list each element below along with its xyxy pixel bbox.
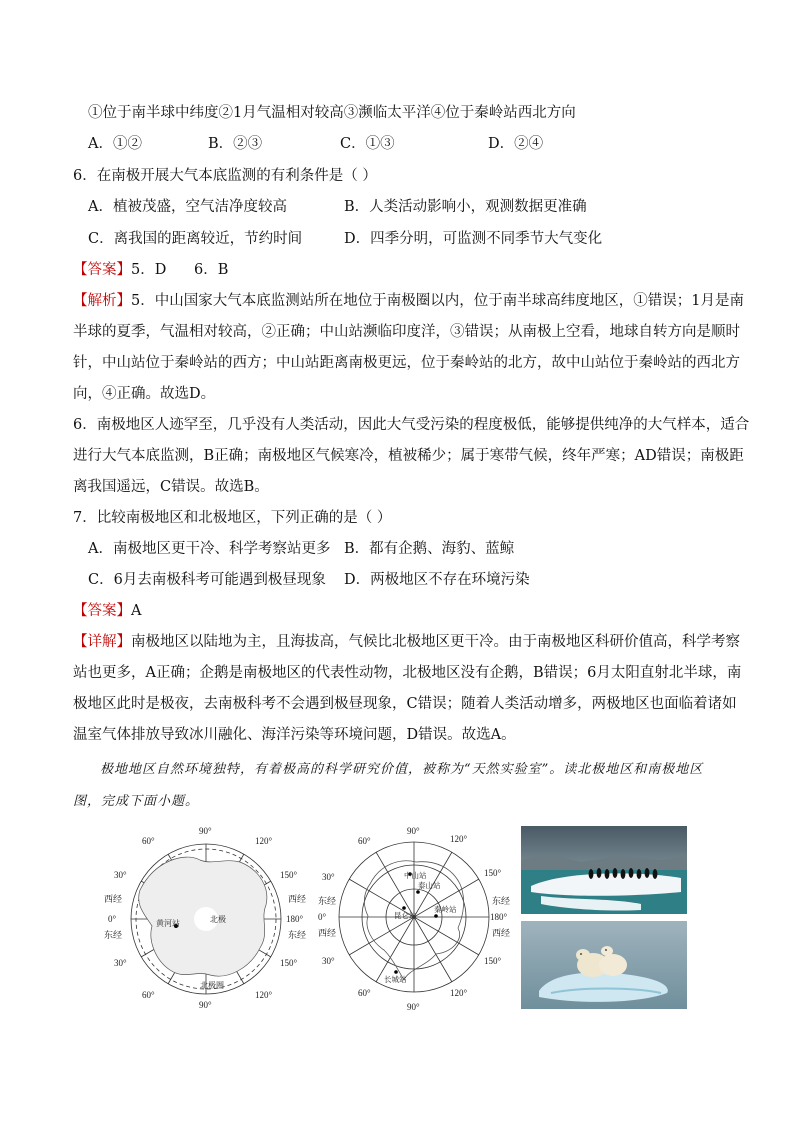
detail-text-1: 南极地区以陆地为主，且海拔高，气候比北极地区更干冷。由于南极地区科研价值高，科学考察 [131,634,740,650]
label: 60° [358,988,371,998]
label: 150° [484,868,502,878]
label: 东经 [318,896,337,906]
q6-option-c: C．离我国的距离较近，节约时间 [88,231,303,247]
detail-line-2: 站也更多，A正确；企鹅是南极地区的代表性动物，北极地区没有企鹅，B错误；6月太阳直射北半球，南 [73,665,742,681]
arctic-circle-label: 北极圈 [200,981,224,990]
label: 120° [255,990,273,1000]
q5-statements: ①位于南半球中纬度②1月气温相对较高③濒临太平洋④位于秦岭站西北方向 [88,105,576,121]
label: 0° [108,914,117,924]
q6-option-b: B．人类活动影响小，观测数据更准确 [344,199,587,215]
analysis-line-2: 半球的夏季，气温相对较高，②正确；中山站濒临印度洋，③错误；从南极上空看，地球自转方向是顺时 [73,324,740,340]
q5-option-d: D．②④ [488,136,544,152]
label: 30° [114,958,127,968]
label: 180° [490,912,508,922]
north-pole-label: 北极 [210,915,226,924]
q5-option-c: C．①③ [340,136,395,152]
penguins-photo [521,826,687,914]
label: 东经 [104,930,123,940]
answer7-tag: 【答案】 [73,603,131,619]
label: 90° [199,1000,212,1010]
kunlun-label: 昆仑站 [394,911,417,920]
label: 60° [142,836,155,846]
arctic-map [100,820,312,1020]
zhongshan-label: 中山站 [404,871,427,880]
q7-option-a: A．南极地区更干冷、科学考察站更多 [88,541,331,557]
label: 180° [286,914,304,924]
label: 90° [199,826,212,836]
detail-line-1 [73,632,740,652]
q7-option-d: D．两极地区不存在环境污染 [344,572,530,588]
label: 东经 [288,930,307,940]
q7-stem: 7．比较南极地区和北极地区，下列正确的是（ ） [73,510,392,526]
answer7-text: A [131,603,142,619]
label: 120° [450,988,468,998]
label: 0° [318,912,327,922]
q6-option-d: D．四季分明，可监测不同季节大气变化 [344,231,603,247]
antarctic-map [318,820,516,1018]
label: 150° [484,956,502,966]
answer-text: 5．D 6．B [131,262,229,278]
analysis-line-5: 6．南极地区人迹罕至，几乎没有人类活动，因此大气受污染的程度极低，能够提供纯净的大气样本，适合 [73,417,750,433]
answer-tag: 【答案】 [73,262,131,278]
analysis-line-3: 针，中山站位于秦岭站的西方；中山站距离南极更远，位于秦岭站的北方，故中山站位于秦岭站的西北方 [73,355,740,371]
q5-option-b: B．②③ [208,136,263,152]
detail-line-4: 温室气体排放导致冰川融化、海洋污染等环境问题，D错误。故选A。 [73,727,516,743]
detail-tag: 【详解】 [73,634,131,650]
polar-bears-photo [521,921,687,1009]
analysis-line-1 [73,291,744,311]
analysis-text-1: 5．中山国家大气本底监测站所在地位于南极圈以内，位于南半球高纬度地区，①错误；1月是南 [131,293,744,309]
label: 60° [358,836,371,846]
answer-5-6 [73,260,228,280]
intro-line-1: 极地地区自然环境独特，有着极高的科学研究价值，被称为“天然实验室”。读北极地区和南极地区 [100,762,704,777]
intro-line-2: 图，完成下面小题。 [73,794,200,809]
huanghe-station-label: 黄河站 [156,919,180,928]
detail-line-3: 极地区此时是极夜，去南极科考不会遇到极昼现象，C错误；随着人类活动增多，两极地区也面临着诸如 [73,696,737,712]
label: 西经 [288,894,307,904]
analysis-line-7: 离我国遥远，C错误。故选B。 [73,479,269,495]
label: 西经 [318,928,337,938]
label: 90° [407,826,420,836]
label: 150° [280,958,298,968]
taishan-label: 泰山站 [418,881,441,890]
label: 150° [280,870,298,880]
q7-option-b: B．都有企鹅、海豹、蓝鲸 [344,541,515,557]
q5-option-a: A．①② [88,136,142,152]
analysis-line-4: 向，④正确。故选D。 [73,386,216,402]
analysis-line-6: 进行大气本底监测，B正确；南极地区气候寒冷，植被稀少；属于寒带气候，终年严寒；AD错误；南极距 [73,448,744,464]
q6-stem: 6．在南极开展大气本底监测的有利条件是（ ） [73,168,377,184]
changcheng-label: 长城站 [384,975,407,984]
qinling-label: 秦岭站 [434,905,457,914]
label: 30° [322,872,335,882]
label: 120° [450,834,468,844]
label: 西经 [492,928,511,938]
analysis-tag: 【解析】 [73,293,131,309]
label: 120° [255,836,273,846]
label: 西经 [104,894,123,904]
q7-option-c: C．6月去南极科考可能遇到极昼现象 [88,572,326,588]
label: 东经 [492,896,511,906]
answer-7 [73,601,141,621]
label: 60° [142,990,155,1000]
label: 90° [407,1002,420,1012]
label: 30° [322,956,335,966]
label: 30° [114,870,127,880]
q6-option-a: A．植被茂盛，空气洁净度较高 [88,199,287,215]
